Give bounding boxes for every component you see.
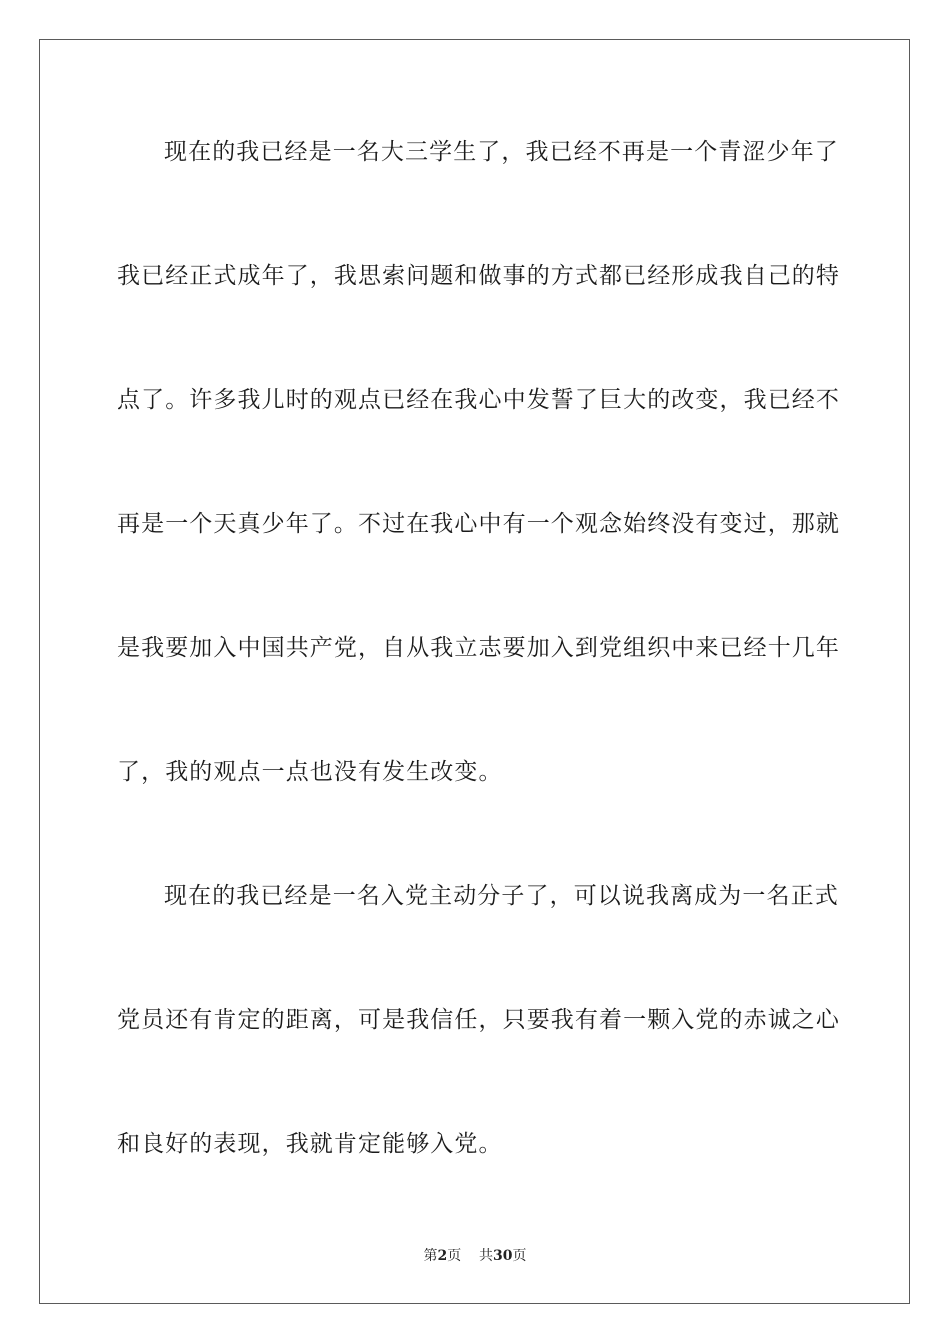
page-prefix: 第: [423, 1248, 438, 1264]
paragraph-1-line-4: 再是一个天真少年了。不过在我心中有一个观念始终没有变过，那就: [117, 511, 840, 537]
paragraph-2-line-2: 党员还有肯定的距离，可是我信任，只要我有着一颗入党的赤诚之心: [117, 1007, 840, 1033]
paragraph-1-line-5: 是我要加入中国共产党，自从我立志要加入到党组织中来已经十几年: [117, 635, 840, 661]
paragraph-1-line-3: 点了。许多我儿时的观点已经在我心中发誓了巨大的改变，我已经不: [117, 387, 840, 413]
page-number: 2: [437, 1248, 448, 1264]
paragraph-1-line-6: 了，我的观点一点也没有发生改变。: [117, 759, 503, 785]
page-footer: [0, 1247, 950, 1265]
total-prefix: 共: [479, 1248, 494, 1264]
total-suffix: 页: [512, 1248, 527, 1264]
page-suffix: 页: [447, 1248, 462, 1264]
paragraph-1-line-1: 现在的我已经是一名大三学生了，我已经不再是一个青涩少年了: [164, 139, 839, 165]
paragraph-1-line-2: 我已经正式成年了，我思索问题和做事的方式都已经形成我自己的特: [117, 263, 840, 289]
paragraph-2-line-3: 和良好的表现，我就肯定能够入党。: [117, 1131, 503, 1157]
page-border: [39, 39, 910, 1304]
paragraph-2-line-1: 现在的我已经是一名入党主动分子了，可以说我离成为一名正式: [164, 883, 839, 909]
total-pages: 30: [493, 1248, 513, 1264]
